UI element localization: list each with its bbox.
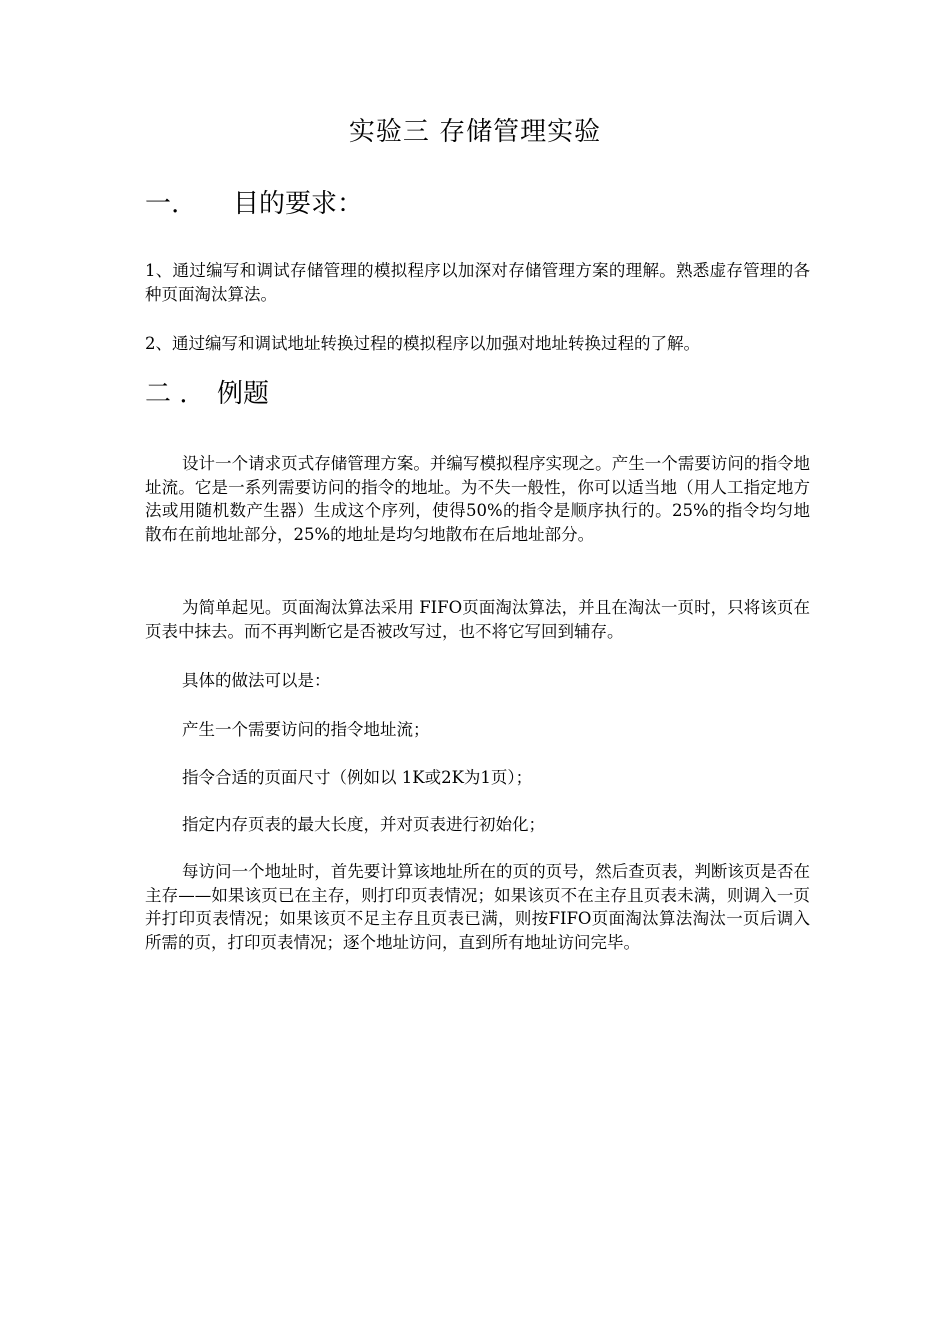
section-heading-text: 目的要求：	[233, 189, 364, 219]
body-paragraph: 为简单起见。页面淘汰算法采用 FIFO页面淘汰算法，并且在淘汰一页时，只将该页在页表中抹去。而不再判断它是否被改写过，也不将它写回到辅存。	[145, 598, 810, 641]
body-paragraph: 指令合适的页面尺寸（例如以 1K或2K为1页）；	[182, 768, 533, 787]
requirement-item: 2、通过编写和调试地址转换过程的模拟程序以加强对地址转换过程的了解。	[145, 334, 700, 353]
section-number: 一.	[145, 189, 180, 219]
section-heading-purpose	[145, 186, 363, 222]
section-heading-text: 例题	[217, 379, 270, 409]
body-paragraph: 具体的做法可以是：	[182, 671, 331, 690]
requirement-item: 1、通过编写和调试存储管理的模拟程序以加深对存储管理方案的理解。熟悉虚存管理的各种页面淘汰算法。	[145, 261, 810, 304]
page-title: 实验三 存储管理实验	[348, 117, 602, 147]
body-paragraph: 指定内存页表的最大长度，并对页表进行初始化；	[182, 815, 545, 834]
section-heading-example	[145, 376, 269, 412]
body-paragraph: 设计一个请求页式存储管理方案。并编写模拟程序实现之。产生一个需要访问的指令地址流。它是一系列需要访问的指令的地址。为不失一般性，你可以适当地（用人工指定地方法或用随机数产生器）生成这个序列，使得50%的指令是顺序执行的。25%的指令均匀地散布在前地址部分，25%的地址是均匀地散布在后地址部分。	[145, 454, 810, 544]
section-number: 二 .	[145, 379, 188, 409]
body-paragraph: 产生一个需要访问的指令地址流；	[182, 720, 430, 739]
body-paragraph: 每访问一个地址时，首先要计算该地址所在的页的页号，然后查页表，判断该页是否在主存——如果该页已在主存，则打印页表情况；如果该页不在主存且页表未满，则调入一页并打印页表情况；如果该页不足主存且页表已满，则按FIFO页面淘汰算法淘汰一页后调入所需的页，打印页表情况；逐个地址访问，直到所有地址访问完毕。	[145, 862, 810, 952]
